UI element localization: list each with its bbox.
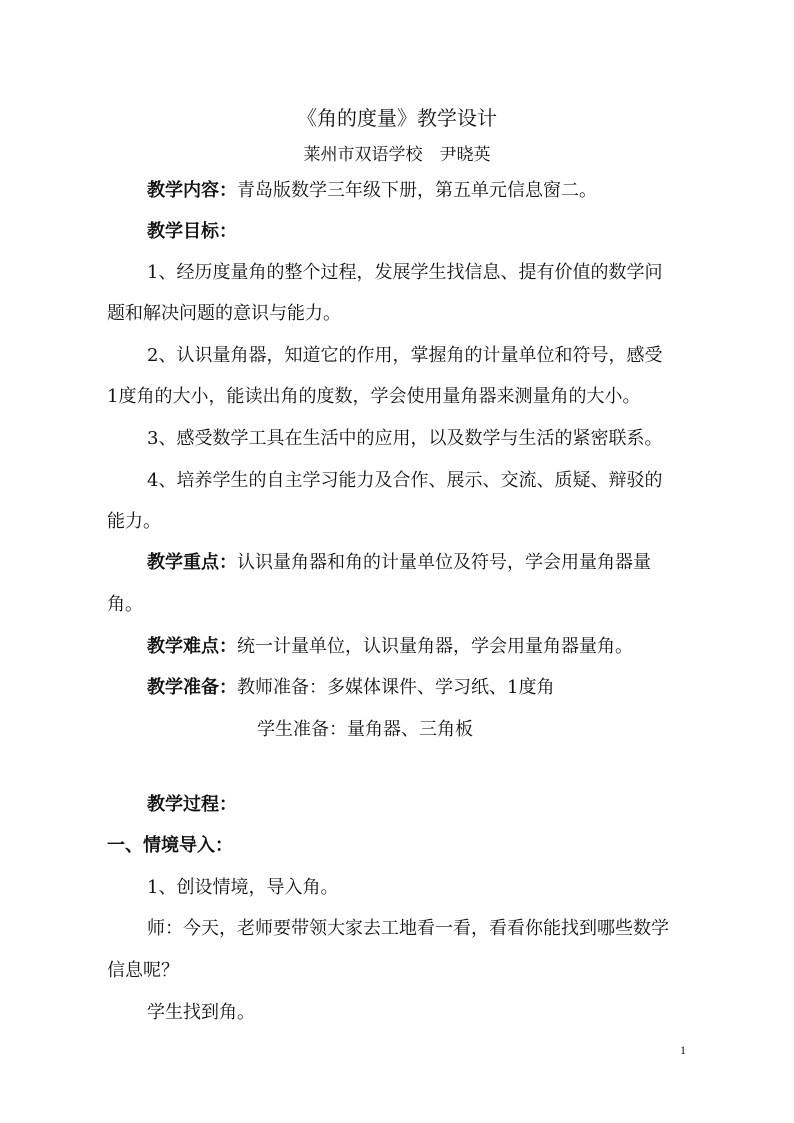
- author-line: 莱州市双语学校 尹晓英: [303, 145, 491, 165]
- preparation-label: 教学准备：: [147, 677, 237, 698]
- objective-4-line1: 4、培养学生的自主学习能力及合作、展示、交流、质疑、辩驳的: [147, 470, 663, 491]
- key-points-label: 教学重点：: [147, 552, 237, 573]
- content-label: 教学内容：: [147, 180, 237, 201]
- teacher-preparation: 教师准备：多媒体课件、学习纸、1度角: [237, 677, 555, 698]
- objective-4-line2: 能力。: [107, 511, 161, 532]
- objective-1-line2: 题和解决问题的意识与能力。: [107, 303, 341, 324]
- key-points-text: 认识量角器和角的计量单位及符号，学会用量角器量: [237, 552, 651, 573]
- preparation-line: [147, 676, 554, 700]
- page-number: 1: [680, 1043, 686, 1057]
- teacher-speech-line2: 信息呢？: [107, 960, 179, 981]
- process-label: 教学过程：: [147, 794, 237, 815]
- content-text: 青岛版数学三年级下册，第五单元信息窗二。: [237, 180, 597, 201]
- student-preparation: 学生准备：量角器、三角板: [257, 719, 473, 740]
- objective-3: 3、感受数学工具在生活中的应用，以及数学与生活的紧密联系。: [147, 428, 663, 449]
- document-title: 《角的度量》教学设计: [297, 106, 497, 130]
- section-1-heading: 一、情境导入：: [107, 835, 233, 856]
- difficulties-label: 教学难点：: [147, 636, 237, 657]
- objective-1-line1: 1、经历度量角的整个过程，发展学生找信息、提有价值的数学问: [147, 262, 663, 283]
- difficulties-text: 统一计量单位，认识量角器，学会用量角器量角。: [237, 636, 633, 657]
- objectives-label: 教学目标：: [147, 221, 237, 242]
- difficulties-line: [147, 635, 633, 659]
- content-line: [147, 179, 597, 203]
- objective-2-line1: 2、认识量角器，知道它的作用，掌握角的计量单位和符号，感受: [147, 345, 663, 366]
- key-points-line2: 角。: [107, 594, 143, 615]
- step-1: 1、创设情境，导入角。: [147, 877, 339, 898]
- student-response: 学生找到角。: [147, 1002, 255, 1023]
- objective-2-line2: 1度角的大小，能读出角的度数，学会使用量角器来测量角的大小。: [107, 386, 641, 407]
- key-points-line1: [147, 551, 651, 575]
- teacher-speech-line1: 师：今天，老师要带领大家去工地看一看，看看你能找到哪些数学: [147, 918, 669, 939]
